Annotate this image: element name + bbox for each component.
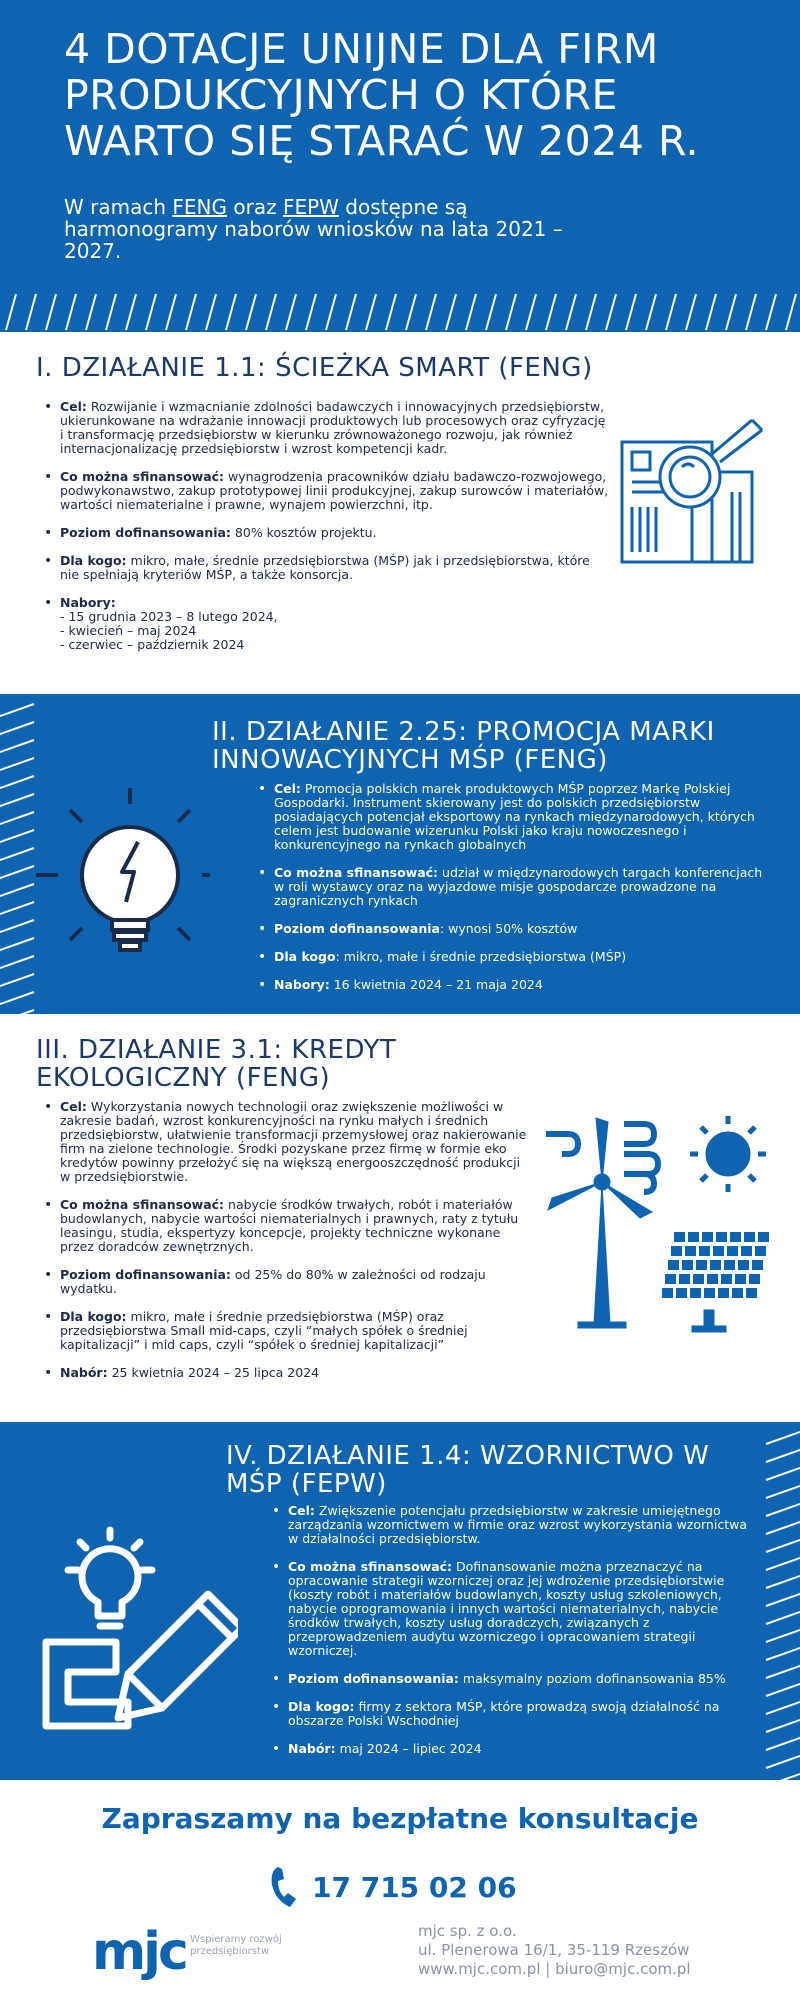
section-title: III. DZIAŁANIE 3.1: KREDYT EKOLOGICZNY (FENG) (36, 1035, 397, 1093)
list-item (42, 596, 612, 652)
design-pencil-icon (38, 1522, 238, 1742)
page-title: 4 DOTACJE UNIJNE DLA FIRM PRODUKCYJNYCH O KTÓRE WARTO SIĘ STARAĆ W 2024 R. (64, 25, 700, 165)
subtitle-text: dostępne są harmonogramy naborów wniosków na lata 2021 – 2027. (64, 195, 563, 263)
section-list (270, 1504, 760, 1770)
item-label: Dla kogo: (60, 1309, 127, 1324)
nabor-date: - kwiecień – maj 2024 (60, 623, 197, 638)
list-item (256, 866, 776, 908)
item-text: Wykorzystania nowych technologii oraz zwiększenie możliwości w zakresie badań, wzrost konkurencyjności na rynku małych i średnich przedsiębiorstw, ułatwienie transformacji przemysłowej oraz nakierowanie firm na zielone technologie. Środki pozyskane przez firmę w formie eko kredytów powinny przełożyć się na większą energooszczędność produkcji w przedsiębiorstwie. (60, 1099, 527, 1184)
section-title: II. DZIAŁANIE 2.25: PROMOCJA MARKI INNOWACYJNYCH MŚP (FENG) (212, 717, 715, 775)
list-item (270, 1672, 760, 1686)
company-info (418, 1922, 691, 1979)
nabor-date: - 15 grudnia 2023 – 8 lutego 2024, (60, 609, 278, 624)
nabor-date: - czerwiec – październik 2024 (60, 637, 245, 652)
item-label: Cel: (60, 399, 87, 414)
consultation-invite: Zapraszamy na bezpłatne konsultacje (101, 1802, 699, 1835)
tagline: Wspieramy rozwój przedsiębiorstw (190, 1934, 282, 1957)
item-text: mikro, małe, średnie przedsiębiorstwa (MŚP) jak i przedsiębiorstwa, które nie spełniają kryteriów MŚP, a także konsorcja. (60, 553, 590, 582)
company-address: ul. Plenerowa 16/1, 35-119 Rzeszów (418, 1941, 690, 1959)
item-text: wynagrodzenia pracowników działu badawczo-rozwojowego, podwykonawstwo, zakup prototypowej linii produkcyjnej, zakup surowców i materiałów, wartości niematerialne i prawne, wynajem powierzchni, itp. (60, 469, 609, 512)
item-label: Cel: (274, 781, 301, 796)
header-subtitle (64, 196, 624, 262)
stripe-divider (0, 290, 800, 332)
list-item (42, 470, 612, 512)
item-text: od 25% do 80% w zależności od rodzaju wydatku. (60, 1267, 486, 1296)
item-text: maksymalny poziom dofinansowania 85% (458, 1671, 726, 1686)
list-item (270, 1504, 760, 1546)
list-item (42, 1198, 532, 1254)
item-text: Rozwijanie i wzmacnianie zdolności badawczych i innowacyjnych przedsiębiorstw, ukierunkowane na wdrażanie innowacji produktowych lub procesowych oraz cyfryzację i transformację przedsiębiorstw w kierunku zrównoważonego rozwoju, jak również internacjonalizację przedsiębiorstw i wzrost kompetencji kadr. (60, 399, 606, 456)
item-text: 16 kwietnia 2024 – 21 maja 2024 (329, 977, 543, 992)
item-text: Zwiększenie potencjału przedsiębiorstw w zakresie umiejętnego zarządzania wzornictwem w firmie oraz wzrost wykorzystania wzornictwa w działalności przedsiębiorstw. (288, 1503, 747, 1546)
item-label: Dla kogo: (288, 1699, 355, 1714)
feng-link[interactable]: FENG (172, 195, 227, 219)
item-label: Poziom dofinansowania: (288, 1671, 459, 1686)
phone-number[interactable]: 17 715 02 06 (312, 1870, 517, 1904)
item-text: nabycie środków trwałych, robót i materiałów budowlanych, nabycie wartości niematerialnych i prawnych, raty z tytułu leasingu, studia, ekspertyzy koncepcje, projekty techniczne wykonane przez doradców zewnętrznych. (60, 1197, 519, 1254)
item-label: Dla kogo (274, 949, 336, 964)
item-label: Poziom dofinansowania: (60, 525, 231, 540)
list-item (256, 978, 776, 992)
header-banner (0, 0, 800, 332)
item-label: Nabór: (288, 1741, 336, 1756)
list-item (42, 554, 612, 582)
company-name: mjc sp. z o.o. (418, 1922, 517, 1940)
section-title: IV. DZIAŁANIE 1.4: WZORNICTWO W MŚP (FEPW) (226, 1441, 710, 1499)
item-text: 80% kosztów projektu. (230, 525, 377, 540)
section-title: I. DZIAŁANIE 1.1: ŚCIEŻKA SMART (FENG) (36, 353, 593, 383)
section-promocja (0, 694, 800, 1014)
item-text: maj 2024 – lipiec 2024 (335, 1741, 482, 1756)
fepw-link[interactable]: FEPW (282, 195, 339, 219)
item-label: Poziom dofinansowania (274, 921, 440, 936)
item-text: udział w międzynarodowych targach konferencjach w roli wystawcy oraz na wyjazdowe misje gospodarcze prowadzone na zagranicznych rynkach (274, 865, 763, 908)
list-item (42, 1310, 532, 1352)
section-smart (0, 332, 800, 694)
item-text: firmy z sektora MŚP, które prowadzą swoją działalność na obszarze Polski Wschodniej (288, 1699, 720, 1728)
item-label: Poziom dofinansowania: (60, 1267, 231, 1282)
list-item (42, 1366, 532, 1380)
section-kredyt (0, 1014, 800, 1422)
list-item (256, 922, 776, 936)
document-magnifier-icon (612, 412, 782, 582)
list-item (42, 1268, 532, 1296)
wind-solar-icon (544, 1114, 780, 1344)
list-item (256, 950, 776, 964)
list-item (42, 1100, 532, 1184)
item-text: : mikro, małe i średnie przedsiębiorstwa (MŚP) (335, 949, 627, 964)
lightbulb-icon (30, 780, 210, 970)
phone-contact[interactable] (270, 1862, 517, 1912)
phone-icon (270, 1865, 304, 1909)
item-label: Co można sfinansować: (60, 1197, 225, 1212)
item-label: Nabór: (60, 1365, 108, 1380)
item-text: Dofinansowanie można przeznaczyć na opracowanie strategii wzorniczej oraz jej wdrożenie przedsiębiorstwie (koszty robót i materiałów budowlanych, koszty usług szkoleniowych, nabycie oprogramowania i innych wartości niematerialnych, nabycie środków trwałych, koszty usług doradczych, związanych z przeprowadzeniem audytu wzorniczego i opracowaniem strategii wzorniczej. (288, 1559, 725, 1658)
section-list (42, 400, 612, 666)
item-text: : wynosi 50% kosztów (439, 921, 578, 936)
list-item (270, 1700, 760, 1728)
item-text: mikro, małe i średnie przedsiębiorstwa (MŚP) oraz przedsiębiorstwa Small mid-caps, czyli “małych spółek o średniej kapitalizacji” i mid caps, czyli “spółek o średniej kapitalizacji” (60, 1309, 468, 1352)
subtitle-text: W ramach (64, 195, 173, 219)
logo-text: mjc (92, 1922, 186, 1982)
item-label: Co można sfinansować: (288, 1559, 453, 1574)
footer (0, 1780, 800, 2000)
item-label: Co można sfinansować: (60, 469, 225, 484)
item-text: 25 kwietnia 2024 – 25 lipca 2024 (107, 1365, 320, 1380)
list-item (42, 526, 612, 540)
list-item (42, 400, 612, 456)
list-item (256, 782, 776, 852)
item-label: Cel: (288, 1503, 315, 1518)
list-item (270, 1742, 760, 1756)
section-list (42, 1100, 532, 1394)
section-wzornictwo (0, 1422, 800, 1780)
item-label: Cel: (60, 1099, 87, 1114)
company-contact[interactable]: www.mjc.com.pl | biuro@mjc.com.pl (418, 1960, 691, 1978)
item-label: Co można sfinansować: (274, 865, 439, 880)
list-item (270, 1560, 760, 1658)
item-label: Nabory: (274, 977, 330, 992)
item-label: Nabory: (60, 595, 116, 610)
item-text: Promocja polskich marek produktowych MŚP poprzez Markę Polskiej Gospodarki. Instrument skierowany jest do polskich przedsiębiorstw posiadających potencjał eksportowy na rynkach międzynarodowych, których celem jest budowanie wizerunku Polski jako kraju nowoczesnego i konkurencyjnego na rynkach globalnych (274, 781, 755, 852)
item-label: Dla kogo: (60, 553, 127, 568)
section-list (256, 782, 776, 1006)
subtitle-text: oraz (227, 195, 283, 219)
